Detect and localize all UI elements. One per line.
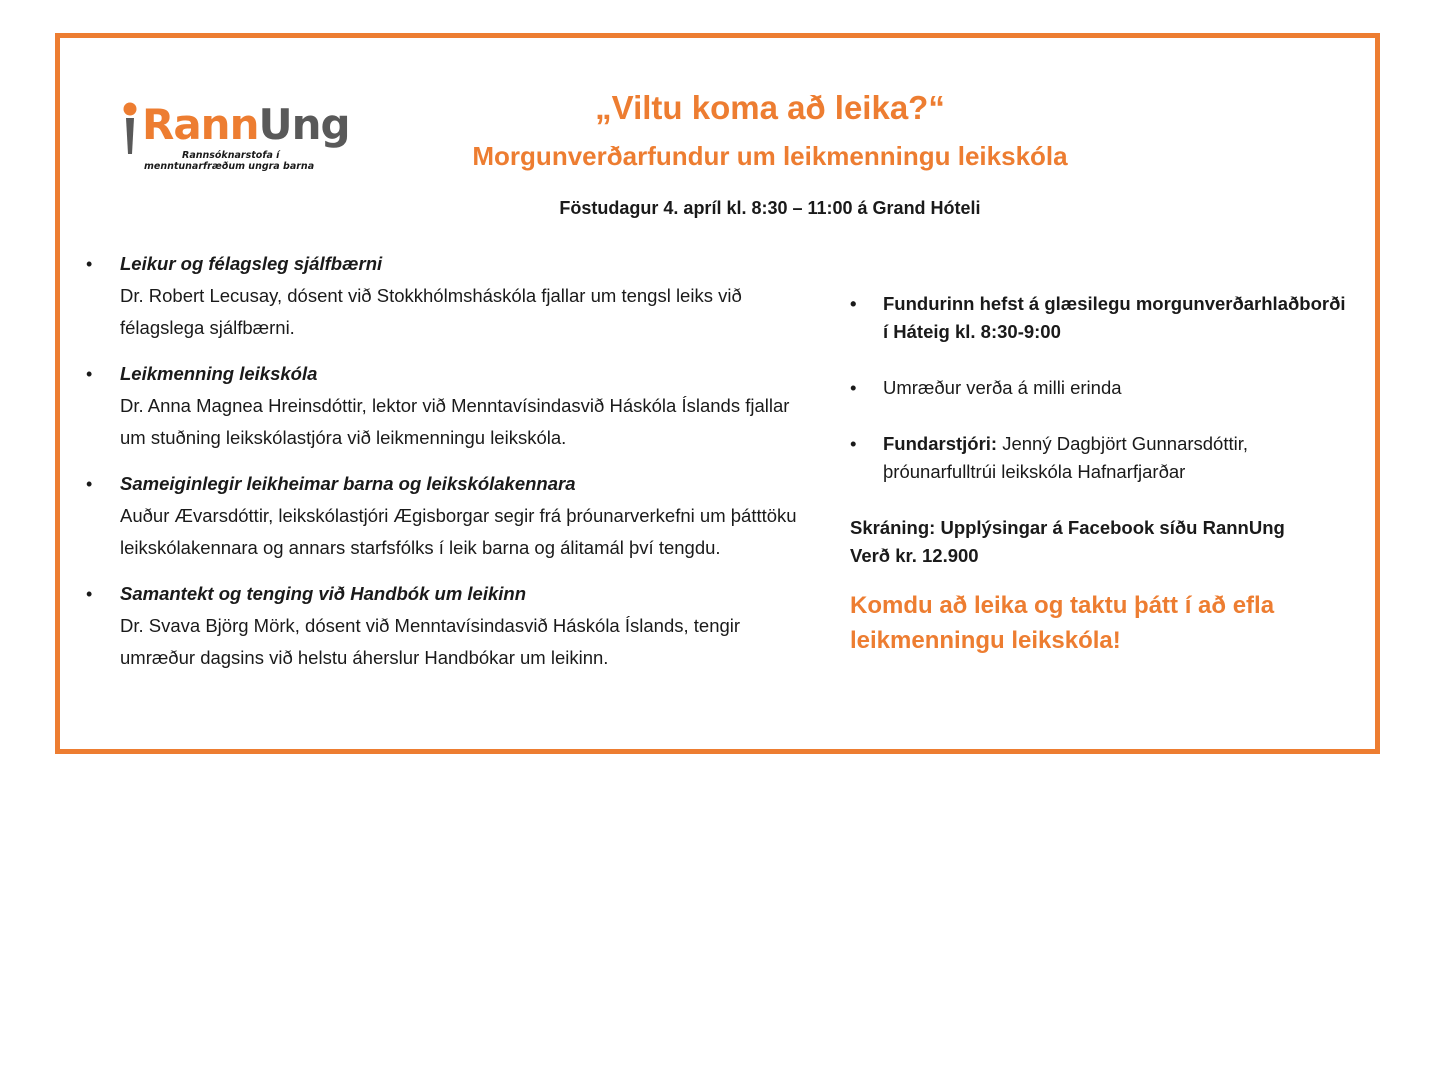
logo-brand-ung: Ung bbox=[258, 100, 350, 149]
rannung-logo bbox=[120, 94, 360, 184]
logo-tagline-line2: menntunarfræðum ungra barna bbox=[144, 161, 315, 172]
logo-brand-rann: Rann bbox=[142, 100, 259, 149]
bullet-icon: • bbox=[850, 433, 857, 454]
chair-label: Fundarstjóri: bbox=[883, 433, 998, 454]
logo-tagline-line1: Rannsóknarstofa í bbox=[182, 150, 280, 161]
talk-description: Dr. Anna Magnea Hreinsdóttir, lektor við Menntavísindasvið Háskóla Íslands fjallar um stuðning leikskólastjóra við leikmenningu leikskóla. bbox=[120, 395, 790, 448]
event-info bbox=[850, 290, 1350, 658]
bullet-icon: • bbox=[86, 474, 93, 494]
talk-description: Dr. Robert Lecusay, dósent við Stokkhólmsháskóla fjallar um tengsl leiks við félagslega sjálfbærni. bbox=[120, 285, 742, 338]
bullet-icon: • bbox=[86, 364, 93, 384]
discussion-text: Umræður verða á milli erinda bbox=[883, 377, 1122, 398]
discussion-info bbox=[850, 374, 1350, 402]
talk-item bbox=[80, 248, 800, 344]
talk-item bbox=[80, 578, 800, 674]
registration-info: Skráning: Upplýsingar á Facebook síðu RannUng bbox=[850, 517, 1285, 538]
talk-list bbox=[80, 248, 800, 688]
event-dateline: Föstudagur 4. apríl kl. 8:30 – 11:00 á Grand Hóteli bbox=[559, 198, 981, 218]
chair-value: Jenný Dagbjört Gunnarsdóttir, þróunarfulltrúi leikskóla Hafnarfjarðar bbox=[883, 433, 1249, 482]
talk-item bbox=[80, 358, 800, 454]
bullet-icon: • bbox=[850, 293, 857, 314]
bullet-icon: • bbox=[86, 254, 93, 274]
chair-info bbox=[850, 430, 1350, 486]
logo-wordmark bbox=[134, 100, 350, 150]
event-subtitle: Morgunverðarfundur um leikmenningu leikskóla bbox=[472, 141, 1068, 171]
talk-title: Leikmenning leikskóla bbox=[120, 363, 318, 384]
talk-description: Dr. Svava Björg Mörk, dósent við Menntavísindasvið Háskóla Íslands, tengir umræður dagsins við helstu áherslur Handbókar um leikinn. bbox=[120, 615, 741, 668]
price-info: Verð kr. 12.900 bbox=[850, 545, 979, 566]
poster-frame bbox=[55, 33, 1380, 754]
breakfast-info bbox=[850, 290, 1350, 346]
talk-item bbox=[80, 468, 800, 564]
talk-title: Leikur og félagsleg sjálfbærni bbox=[120, 253, 383, 274]
bullet-icon: • bbox=[850, 377, 857, 398]
talk-title: Samantekt og tenging við Handbók um leikinn bbox=[120, 583, 527, 604]
event-title: „Viltu koma að leika?“ bbox=[595, 89, 945, 126]
talk-title: Sameiginlegir leikheimar barna og leikskólakennara bbox=[120, 473, 576, 494]
talk-description: Auður Ævarsdóttir, leikskólastjóri Ægisborgar segir frá þróunarverkefni um þátttöku leikskólakennara og annars starfsfólks í leik barna og álitamál því tengdu. bbox=[120, 505, 797, 558]
call-to-action: Komdu að leika og taktu þátt í að efla leikmenningu leikskóla! bbox=[850, 592, 1275, 654]
logo-tagline bbox=[144, 150, 314, 172]
breakfast-text: Fundurinn hefst á glæsilegu morgunverðarhlaðborði í Háteig kl. 8:30-9:00 bbox=[883, 293, 1346, 342]
bullet-icon: • bbox=[86, 584, 93, 604]
